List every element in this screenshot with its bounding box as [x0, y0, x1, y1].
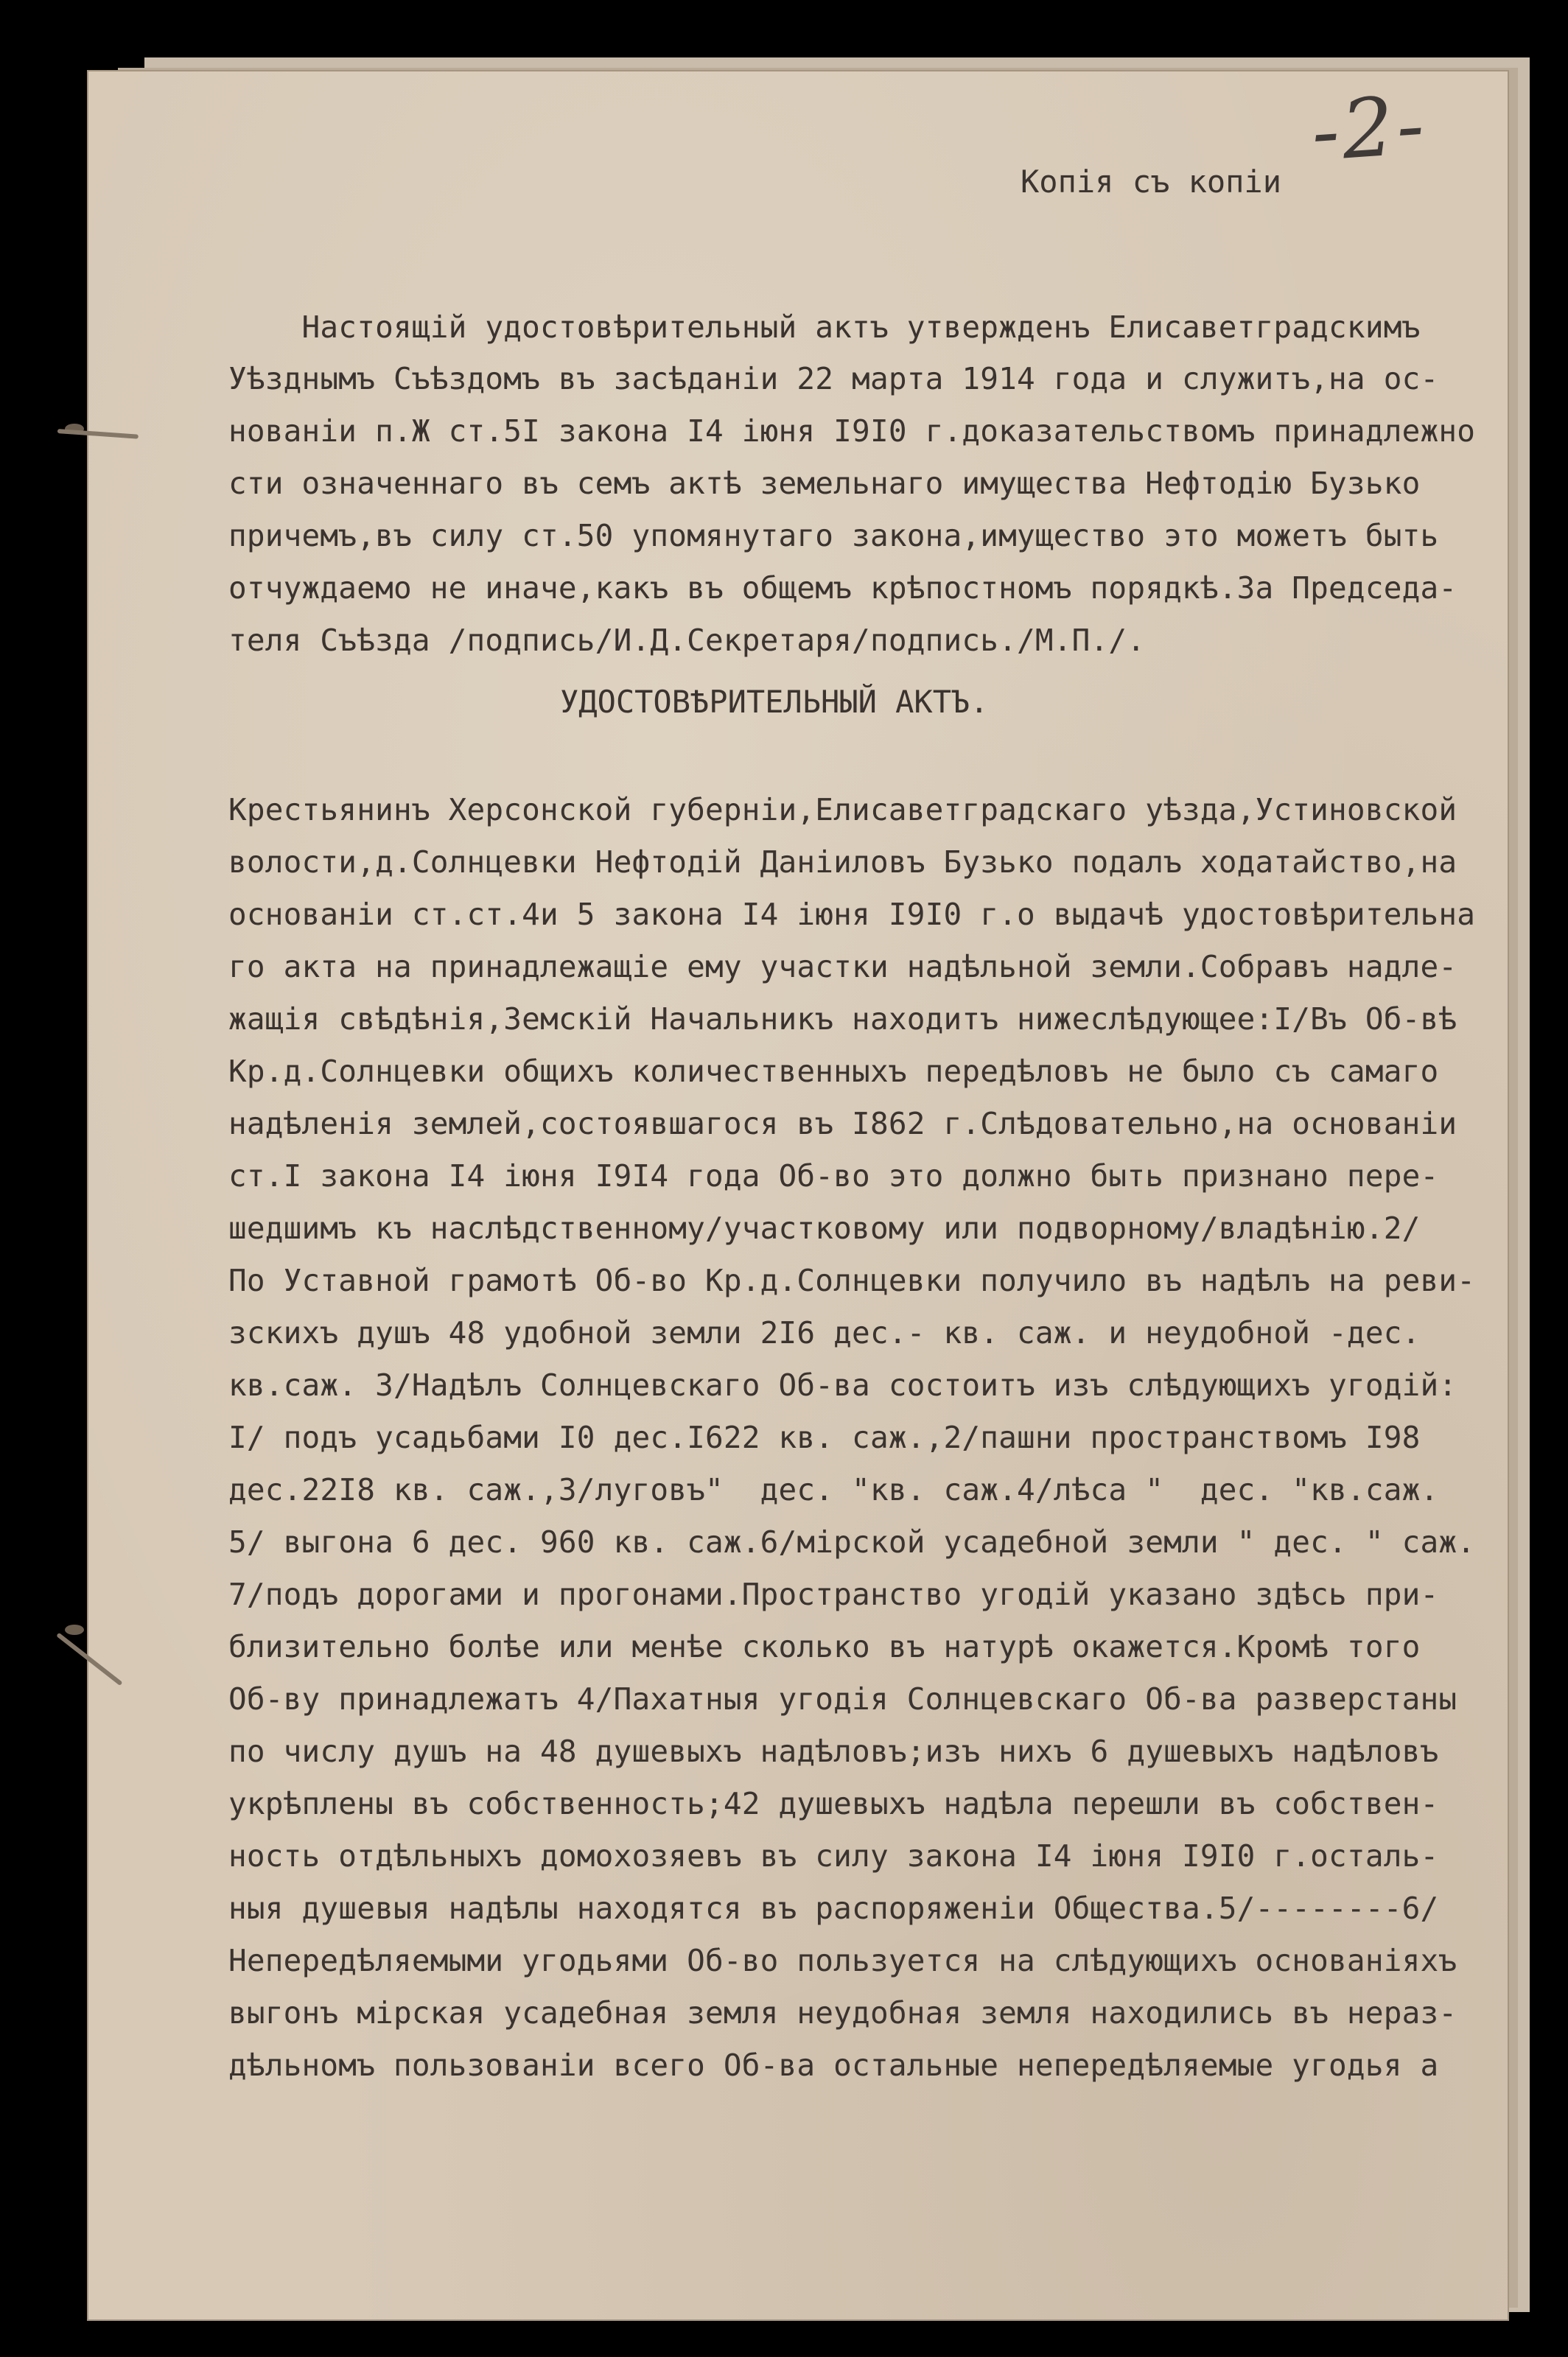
page-number: -2- — [1308, 77, 1430, 180]
text-line: зскихъ душъ 48 удобной земли 2I6 дес.- кв. саж. и неудобной -дес. — [228, 1315, 1421, 1351]
binding-hole-bottom — [65, 1625, 84, 1635]
binding-thread-bottom — [56, 1633, 122, 1686]
copy-heading: Копія съ копіи — [1021, 164, 1282, 200]
text-line: дѣльномъ пользованіи всего Об-ва остальные непередѣляемые угодья а — [228, 2048, 1439, 2083]
text-line: выгонъ мірская усадебная земля неудобная земля находились въ нераз- — [228, 1995, 1457, 2031]
text-line: I/ подъ усадьбами I0 дес.I622 кв. саж.,2/пашни пространствомъ I98 — [228, 1420, 1421, 1455]
text-line: волости,д.Солнцевки Нефтодій Даніиловъ Бузько подалъ ходатайство,на — [228, 844, 1457, 880]
text-line: причемъ,въ силу ст.50 упомянутаго закона,имущество это можетъ быть — [228, 518, 1439, 553]
text-line: ст.I закона I4 іюня I9I4 года Об-во это должно быть признано пере- — [228, 1158, 1439, 1194]
text-line: кв.саж. 3/Надѣлъ Солнцевскаго Об-ва состоитъ изъ слѣдующихъ угодій: — [228, 1367, 1457, 1403]
text-line: теля Съѣзда /подпись/И.Д.Секретаря/подпись./М.П./. — [228, 623, 1146, 658]
text-line: Кр.д.Солнцевки общихъ количественныхъ передѣловъ не было съ самаго — [228, 1054, 1439, 1089]
text-line: 5/ выгона 6 дес. 960 кв. саж.6/мірской усадебной земли " дес. " саж. — [228, 1524, 1476, 1560]
text-line: Уѣзднымъ Съѣздомъ въ засѣданіи 22 марта 1914 года и служитъ,на ос- — [228, 361, 1439, 396]
text-line: дес.22I8 кв. саж.,3/луговъ" дес. "кв. саж.4/лѣса " дес. "кв.саж. — [228, 1472, 1439, 1507]
text-line: го акта на принадлежащіе ему участки надѣльной земли.Собравъ надле- — [228, 949, 1457, 984]
text-line: Крестьянинъ Херсонской губерніи,Елисаветградскаго уѣзда,Устиновской — [228, 792, 1457, 827]
text-line: отчуждаемо не иначе,какъ въ общемъ крѣпостномъ порядкѣ.За Председа- — [228, 570, 1457, 606]
text-line: основаніи ст.ст.4и 5 закона I4 іюня I9I0 г.о выдачѣ удостовѣрительна — [228, 897, 1476, 932]
text-line: укрѣплены въ собственность;42 душевыхъ надѣла перешли въ собствен- — [228, 1786, 1439, 1821]
text-line: шедшимъ къ наслѣдственному/участковому или подворному/владѣнію.2/ — [228, 1211, 1421, 1246]
text-line: жащія свѣдѣнія,Земскій Начальникъ находитъ нижеслѣдующее:I/Въ Об-вѣ — [228, 1001, 1457, 1037]
text-line: ныя душевыя надѣлы находятся въ распоряженіи Общества.5/--------6/ — [228, 1891, 1439, 1926]
text-line: 7/подъ дорогами и прогонами.Пространство угодій указано здѣсь при- — [228, 1577, 1439, 1612]
document-page — [87, 70, 1509, 2321]
text-line: По Уставной грамотѣ Об-во Кр.д.Солнцевки получило въ надѣлъ на реви- — [228, 1263, 1476, 1298]
text-line: надѣленія землей,состоявшагося въ I862 г.Слѣдовательно,на основаніи — [228, 1106, 1457, 1141]
text-line: близительно болѣе или менѣе сколько въ натурѣ окажется.Кромѣ того — [228, 1629, 1421, 1664]
text-line: Об-ву принадлежатъ 4/Пахатныя угодія Солнцевскаго Об-ва разверстаны — [228, 1681, 1457, 1717]
text-line: Настоящій удостовѣрительный актъ утвержденъ Елисаветградскимъ — [228, 309, 1421, 345]
text-line: Непередѣляемыми угодьями Об-во пользуется на слѣдующихъ основаніяхъ — [228, 1943, 1457, 1978]
text-line: нованіи п.Ж ст.5I закона I4 іюня I9I0 г.доказательствомъ принадлежно — [228, 413, 1476, 449]
binding-thread-top — [57, 429, 139, 439]
text-line: сти означеннаго въ семъ актѣ земельнаго имущества Нефтодію Бузько — [228, 466, 1421, 501]
text-line: ность отдѣльныхъ домохозяевъ въ силу закона I4 іюня I9I0 г.осталь- — [228, 1838, 1439, 1874]
act-title: УДОСТОВѢРИТЕЛЬНЫЙ АКТЪ. — [560, 684, 989, 720]
text-line: по числу душъ на 48 душевыхъ надѣловъ;изъ нихъ 6 душевыхъ надѣловъ — [228, 1734, 1439, 1769]
